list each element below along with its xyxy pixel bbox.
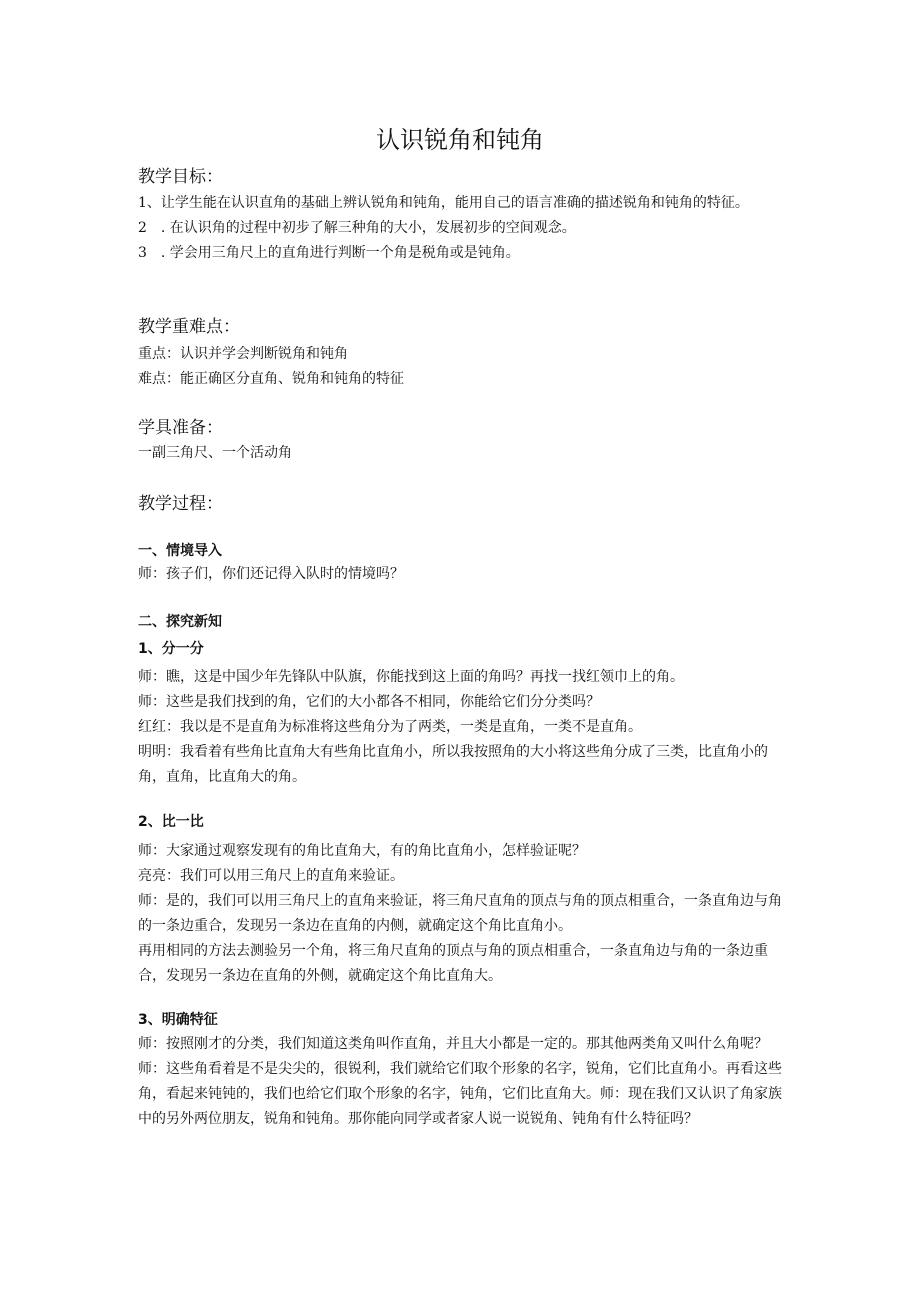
part3-body	[138, 1032, 783, 1132]
tools-text: 一副三角尺、一个活动角	[138, 445, 292, 461]
section-intro	[138, 540, 783, 587]
part3-para-2: 师：这些角看着是不是尖尖的，很锐利，我们就给它们取个形象的名字，锐角，它们比直角小。再看这些角，看起来钝钝的，我们也给它们取个形象的名字，钝角，它们比直角大。师：现在我们又认识了角家族中的另外两位朋友，锐角和钝角。那你能向同学或者家人说一说锐角、钝角有什么特征吗？	[138, 1061, 782, 1127]
key-difficult-section	[138, 316, 783, 392]
teaching-goals-section	[138, 166, 783, 266]
part2-para-3: 师：是的，我们可以用三角尺上的直角来验证，将三角尺直角的顶点与角的顶点相重合，一条直角边与角的一条边重合，发现另一条边在直角的内侧，就确定这个角比直角小。	[138, 893, 782, 934]
goal-item-1: 1、让学生能在认识直角的基础上辨认锐角和钝角，能用自己的语言准确的描述锐角和钝角的特征。	[138, 195, 749, 211]
section-intro-text: 师：孩子们，你们还记得入队时的情境吗？	[138, 566, 404, 582]
goals-heading: 教学目标：	[138, 167, 223, 187]
part1-para-3: 红红：我以是不是直角为标准将这些角分为了两类，一类是直角，一类不是直角。	[138, 719, 642, 735]
tools-heading: 学具准备：	[138, 418, 223, 438]
part1-body	[138, 665, 783, 790]
part2-para-2: 亮亮：我们可以用三角尺上的直角来验证。	[138, 868, 404, 884]
part2-para-1: 师：大家通过观察发现有的角比直角大，有的角比直角小，怎样验证呢？	[138, 843, 586, 859]
part1-para-4: 明明：我看着有些角比直角大有些角比直角小，所以我按照角的大小将这些角分成了三类，比直角小的角，直角，比直角大的角。	[138, 744, 768, 785]
section-explore	[138, 611, 783, 790]
keypoint-main: 重点：认识并学会判断锐角和钝角	[138, 346, 348, 362]
document-title: 认识锐角和钝角	[376, 126, 544, 154]
part3-title: 3、明确特征	[138, 1012, 218, 1028]
section-intro-title: 一、情境导入	[138, 543, 222, 559]
part2-title: 2、比一比	[138, 814, 204, 830]
part1-para-1: 师：瞧，这是中国少年先锋队中队旗，你能找到这上面的角吗？再找一找红领巾上的角。	[138, 669, 684, 685]
part2-body	[138, 839, 783, 989]
part2	[138, 811, 783, 989]
process-section	[138, 493, 783, 515]
process-heading: 教学过程：	[138, 494, 223, 514]
goal-item-2: 2 . 在认识角的过程中初步了解三种角的大小，发展初步的空间观念。	[138, 220, 576, 236]
part1-para-2: 师：这些是我们找到的角，它们的大小都各不相同，你能给它们分分类吗？	[138, 694, 600, 710]
tools-section	[138, 417, 783, 466]
keypoints-heading: 教学重难点：	[138, 317, 240, 337]
section-explore-title: 二、探究新知	[138, 614, 222, 630]
keypoint-difficult: 难点：能正确区分直角、锐角和钝角的特征	[138, 371, 404, 387]
goal-item-3: 3 . 学会用三角尺上的直角进行判断一个角是税角或是钝角。	[138, 245, 520, 261]
part3	[138, 1009, 783, 1132]
part1-title: 1、分一分	[138, 641, 204, 657]
part2-para-4: 再用相同的方法去测验另一个角，将三角尺直角的顶点与角的顶点相重合，一条直角边与角的一条边重合，发现另一条边在直角的外侧，就确定这个角比直角大。	[138, 943, 768, 984]
part3-para-1: 师：按照刚才的分类，我们知道这类角叫作直角，并且大小都是一定的。那其他两类角又叫什么角呢？	[138, 1036, 768, 1052]
